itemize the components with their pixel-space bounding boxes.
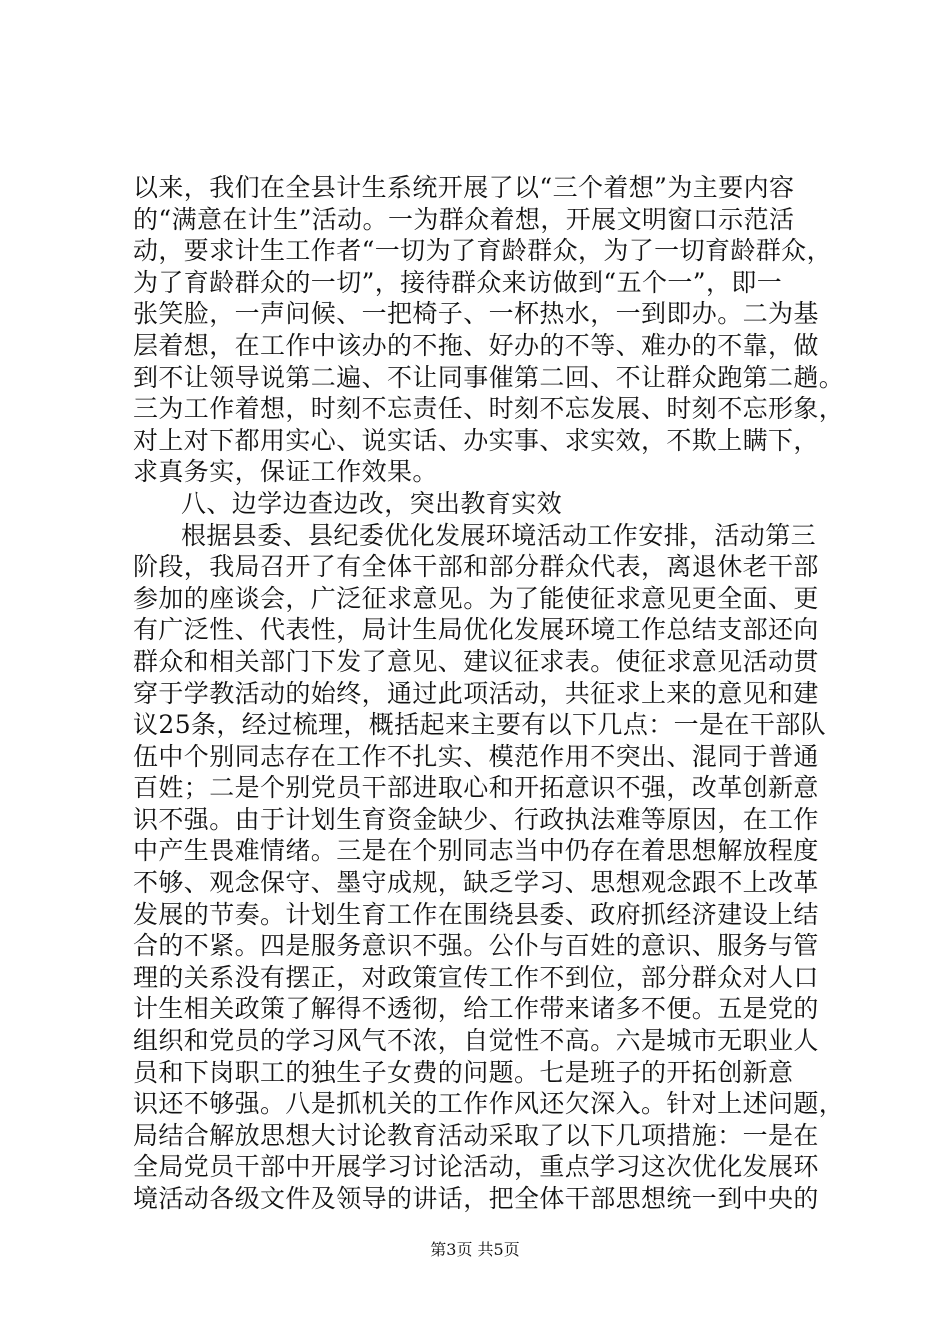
text-line: 组织和党员的学习风气不浓，自觉性不高。六是城市无职业人 xyxy=(133,1026,819,1056)
text-line: 不够、观念保守、墨守成规，缺乏学习、思想观念跟不上改革 xyxy=(133,868,819,898)
text-line: 议25条，经过梳理，概括起来主要有以下几点：一是在干部队 xyxy=(133,710,827,740)
text-line: 计生相关政策了解得不透彻，给工作带来诸多不便。五是党的 xyxy=(133,994,819,1024)
text-line: 全局党员干部中开展学习讨论活动，重点学习这次优化发展环 xyxy=(133,1152,819,1182)
text-line: 三为工作着想，时刻不忘责任、时刻不忘发展、时刻不忘形象， xyxy=(133,394,845,424)
text-line: 合的不紧。四是服务意识不强。公仆与百姓的意识、服务与管 xyxy=(133,931,819,961)
document-body xyxy=(133,172,845,1215)
text-line: 动，要求计生工作者“一切为了育龄群众，为了一切育龄群众， xyxy=(133,236,832,266)
text-line: 境活动各级文件及领导的讲话，把全体干部思想统一到中央的 xyxy=(133,1184,819,1213)
text-line: 张笑脸，一声问候、一把椅子、一杯热水，一到即办。二为基 xyxy=(133,299,819,329)
text-line: 对上对下都用实心、说实话、办实事、求实效，不欺上瞒下， xyxy=(133,425,819,455)
text-line: 以来，我们在全县计生系统开展了以“三个着想”为主要内容 xyxy=(133,173,795,202)
text-line: 识还不够强。八是抓机关的工作作风还欠深入。针对上述问题， xyxy=(133,1089,845,1119)
text-line: 求真务实，保证工作效果。 xyxy=(133,457,438,487)
text-line: 为了育龄群众的一切”，接待群众来访做到“五个一”，即一 xyxy=(133,267,783,297)
text-line: 伍中个别同志存在工作不扎实、模范作用不突出、混同于普通 xyxy=(133,741,819,771)
text-line: 员和下岗职工的独生子女费的问题。七是班子的开拓创新意 xyxy=(133,1057,794,1087)
section-heading: 八、边学边查边改，突出教育实效 xyxy=(181,488,563,518)
text-line: 有广泛性、代表性，局计生局优化发展环境工作总结支部还向 xyxy=(133,615,819,645)
text-line: 阶段，我局召开了有全体干部和部分群众代表，离退休老干部 xyxy=(133,552,819,582)
text-line: 百姓；二是个别党员干部进取心和开拓意识不强，改革创新意 xyxy=(133,773,819,803)
text-line: 中产生畏难情绪。三是在个别同志当中仍存在着思想解放程度 xyxy=(133,836,819,866)
text-line: 理的关系没有摆正，对政策宣传工作不到位，部分群众对人口 xyxy=(133,962,819,992)
text-line: 的“满意在计生”活动。一为群众着想，开展文明窗口示范活 xyxy=(133,204,795,234)
page-footer: 第3页 共5页 xyxy=(430,1240,520,1259)
text-line: 层着想，在工作中该办的不拖、好办的不等、难办的不靠，做 xyxy=(133,330,819,360)
text-line: 局结合解放思想大讨论教育活动采取了以下几项措施：一是在 xyxy=(133,1120,819,1150)
text-line: 参加的座谈会，广泛征求意见。为了能使征求意见更全面、更 xyxy=(133,583,819,613)
text-line: 发展的节奏。计划生育工作在围绕县委、政府抓经济建设上结 xyxy=(133,899,819,929)
text-line: 识不强。由于计划生育资金缺少、行政执法难等原因，在工作 xyxy=(133,804,819,834)
text-line: 根据县委、县纪委优化发展环境活动工作安排，活动第三 xyxy=(181,520,817,550)
text-line: 穿于学教活动的始终，通过此项活动，共征求上来的意见和建 xyxy=(133,678,819,708)
text-line: 到不让领导说第二遍、不让同事催第二回、不让群众跑第二趟。 xyxy=(133,362,845,392)
text-line: 群众和相关部门下发了意见、建议征求表。使征求意见活动贯 xyxy=(133,646,819,676)
